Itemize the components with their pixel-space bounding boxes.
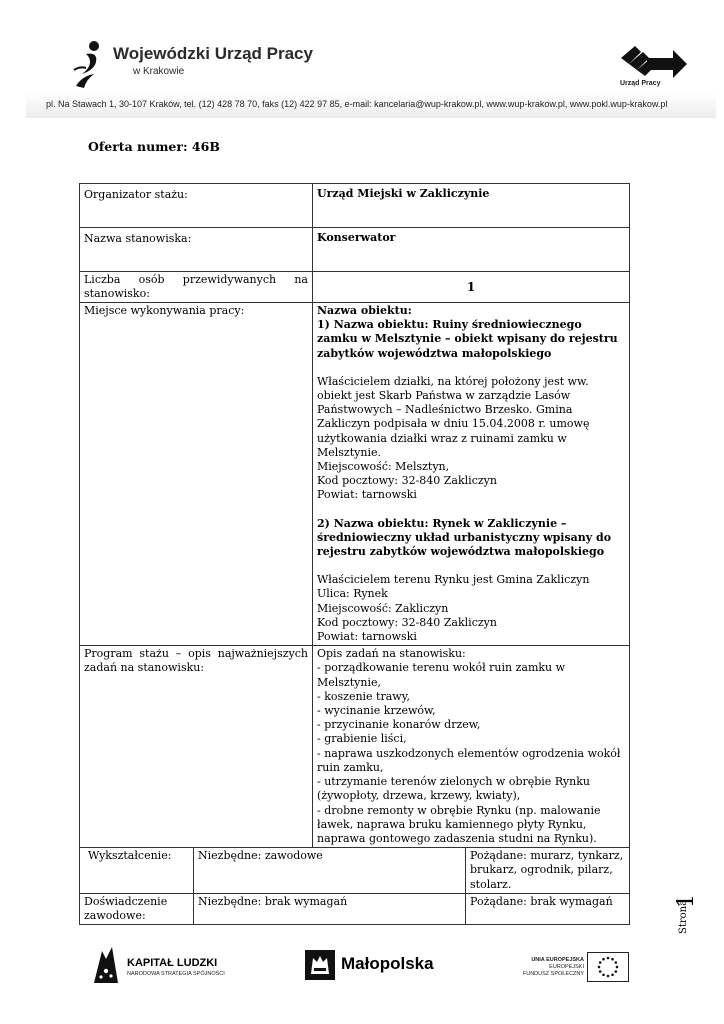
object1-title: 1) Nazwa obiektu: Ruiny średniowiecznego zamku w Melsztynie – obiekt wpisany do rejestru zabytków województwa małopolskiego xyxy=(317,318,618,360)
organizer-label: Organizator stażu: xyxy=(80,184,313,228)
education-row xyxy=(80,848,630,894)
position-row xyxy=(80,228,630,272)
urzad-pracy-logo-icon xyxy=(617,44,689,82)
eu-line3: FUNDUSZ SPOŁECZNY xyxy=(522,971,584,977)
count-row xyxy=(80,272,630,303)
malopolska-logo-icon xyxy=(305,950,335,980)
task-item: - drobne remonty w obrębie Rynku (np. malowanie ławek, naprawa bruku kamiennego płyty Rynku, naprawa gontowego zadaszenia studni na Rynku). xyxy=(317,803,601,845)
offer-table xyxy=(79,183,630,925)
page-label: Strona xyxy=(678,899,689,934)
education-label: Wykształcenie: xyxy=(80,848,194,894)
program-row xyxy=(80,646,630,848)
malopolska-wordmark: Małopolska xyxy=(341,954,434,973)
experience-desired: Pożądane: brak wymagań xyxy=(466,893,630,924)
page-number-value: 1 xyxy=(674,894,699,908)
organizer-value: Urząd Miejski w Zakliczynie xyxy=(313,184,630,228)
object2-zip: Kod pocztowy: 32-840 Zakliczyn xyxy=(317,615,497,629)
wup-logo-icon xyxy=(72,40,108,90)
program-content xyxy=(313,646,630,848)
object2-owner: Właścicielem terenu Rynku jest Gmina Zakliczyn xyxy=(317,573,590,587)
count-label: Liczba osób przewidywanych na stanowisko: xyxy=(80,272,313,303)
eu-text-block xyxy=(504,957,584,978)
eu-line2: EUROPEJSKI xyxy=(549,964,584,970)
kapital-ludzki-subtitle: NARODOWA STRATEGIA SPÓJNOŚCI xyxy=(127,971,225,977)
task-item: - naprawa uszkodzonych elementów ogrodzenia wokół ruin zamku, xyxy=(317,746,621,774)
object1-city: Miejscowość: Melsztyn, xyxy=(317,460,450,474)
program-heading: Opis zadań na stanowisku: xyxy=(317,647,466,661)
org-name: Wojewódzki Urząd Pracy xyxy=(113,44,313,63)
object2-street: Ulica: Rynek xyxy=(317,587,388,601)
object2-county: Powiat: tarnowski xyxy=(317,630,417,644)
place-label: Miejsce wykonywania pracy: xyxy=(80,303,313,646)
contact-address: pl. Na Stawach 1, 30-107 Kraków, tel. (12) 428 78 70, faks (12) 422 97 85, e-mail: kancelaria@wup-krakow.pl, www.wup-krakow.pl, www.pokl.wup-krakow.pl xyxy=(46,99,668,109)
page-number xyxy=(668,876,698,936)
task-item: - przycinanie konarów drzew, xyxy=(317,718,481,732)
org-city: w Krakowie xyxy=(133,66,185,77)
object2-title: 2) Nazwa obiektu: Rynek w Zakliczynie – średniowieczny układ urbanistyczny wpisany do rejestru zabytków województwa małopolskiego xyxy=(317,516,612,559)
position-value: Konserwator xyxy=(313,228,630,272)
place-heading: Nazwa obiektu: xyxy=(317,304,412,317)
object1-description: Właścicielem działki, na której położony jest ww. obiekt jest Skarb Państwa w zarządzie Lasów Państwowych – Nadleśnictwo Brzesko. Gmina Zakliczyn podpisała w dniu 15.04.2008 r. umowę użytkowania działki wraz z ruinami zamku w Melsztynie. xyxy=(317,374,590,459)
position-label: Nazwa stanowiska: xyxy=(80,228,313,272)
object2-city: Miejscowość: Zakliczyn xyxy=(317,601,449,615)
eu-title: UNIA EUROPEJSKA xyxy=(531,957,584,963)
experience-required: Niezbędne: brak wymagań xyxy=(194,893,466,924)
experience-row xyxy=(80,893,630,924)
education-desired: Pożądane: murarz, tynkarz, brukarz, ogrodnik, pilarz, stolarz. xyxy=(466,848,630,894)
task-item: - porządkowanie terenu wokół ruin zamku w Melsztynie, xyxy=(317,661,566,689)
offer-number: Oferta numer: 46B xyxy=(88,139,220,154)
object1-county: Powiat: tarnowski xyxy=(317,488,417,502)
task-item: - utrzymanie terenów zielonych w obrębie Rynku (żywopłoty, drzewa, krzewy, kwiaty), xyxy=(317,775,590,803)
place-row xyxy=(80,303,630,646)
task-item: - wycinanie krzewów, xyxy=(317,704,436,718)
program-label: Program stażu – opis najważniejszych zadań na stanowisku: xyxy=(80,646,313,848)
kapital-ludzki-title: KAPITAŁ LUDZKI xyxy=(127,957,218,969)
kapital-ludzki-logo-icon xyxy=(92,945,120,985)
organizer-row xyxy=(80,184,630,228)
place-content xyxy=(313,303,630,646)
count-value: 1 xyxy=(313,272,630,303)
education-required: Niezbędne: zawodowe xyxy=(194,848,466,894)
urzad-pracy-label: Urząd Pracy xyxy=(620,80,661,87)
task-item: - koszenie trawy, xyxy=(317,689,410,703)
experience-label: Doświadczenie zawodowe: xyxy=(80,893,194,924)
object1-zip: Kod pocztowy: 32-840 Zakliczyn xyxy=(317,474,497,488)
eu-flag-icon xyxy=(587,952,629,982)
task-item: - grabienie liści, xyxy=(317,732,407,746)
